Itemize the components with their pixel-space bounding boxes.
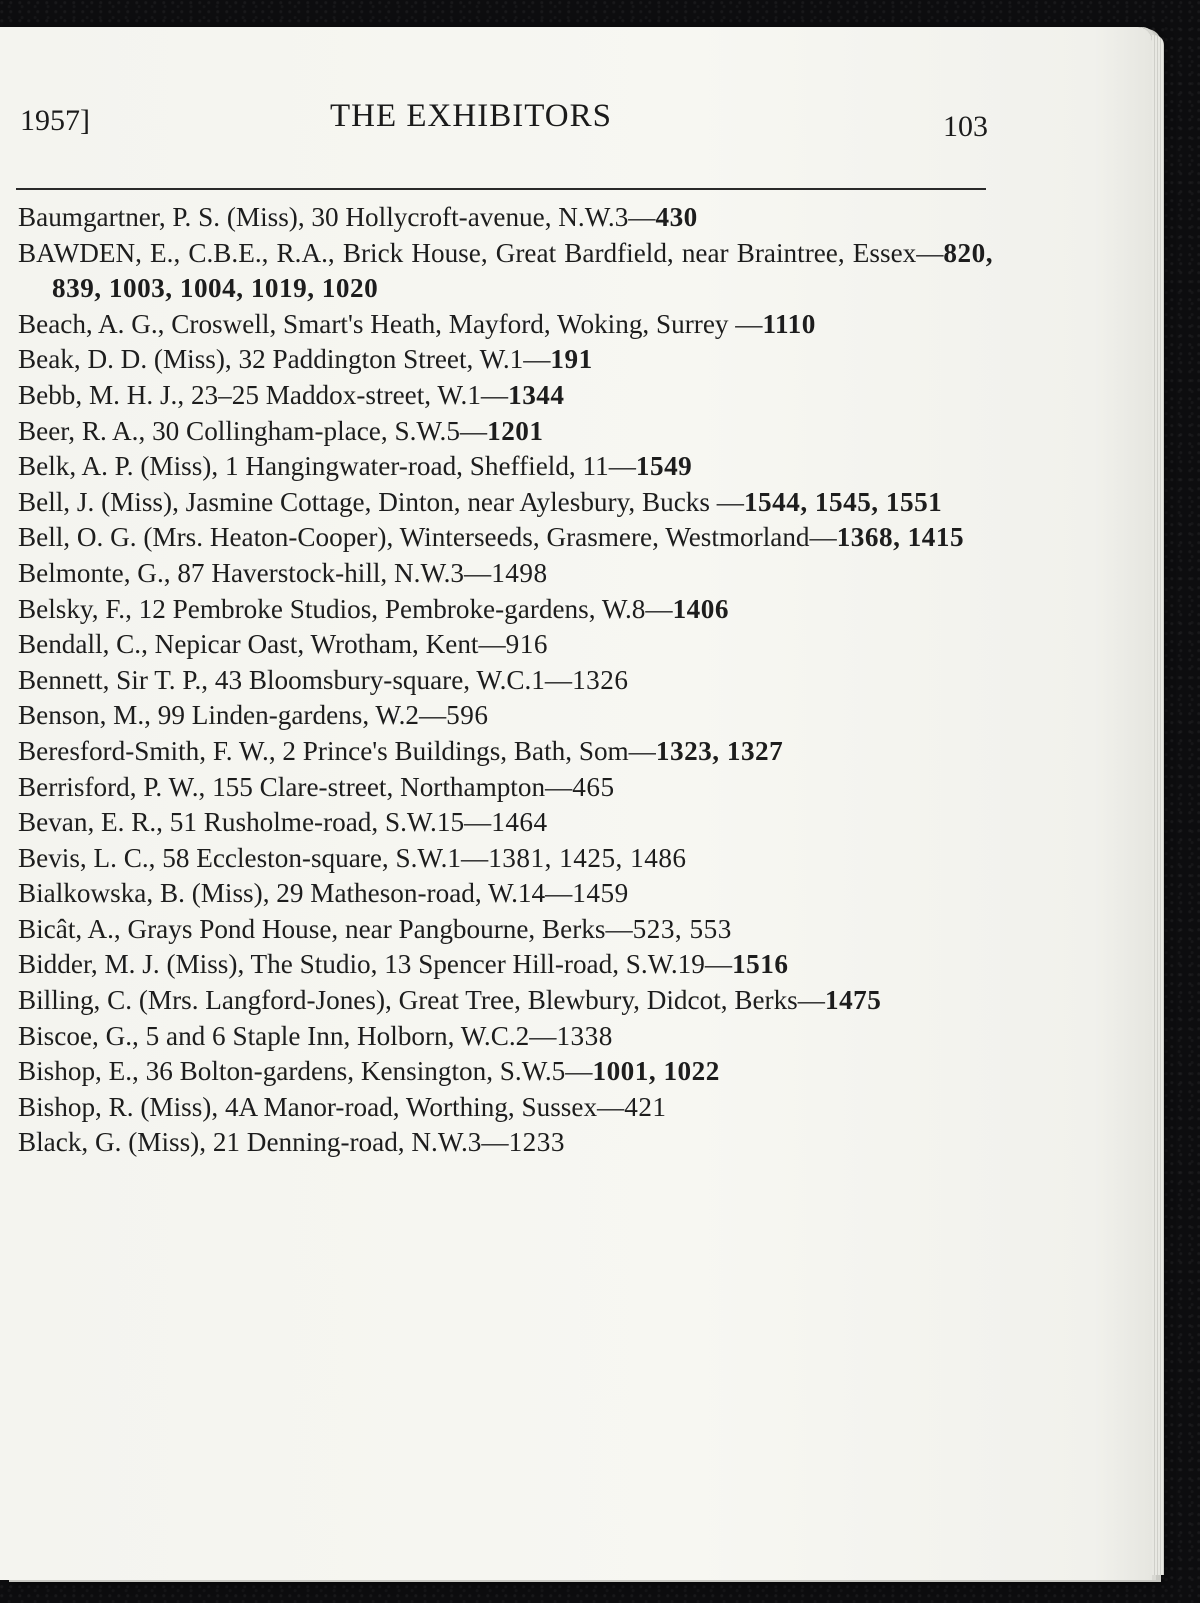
catalogue-numbers: 1498 [491, 557, 548, 588]
header-year: 1957] [20, 104, 90, 137]
entry-text: Bicât, A., Grays Pond House, near Pangbourne, Berks— [18, 913, 633, 944]
exhibitor-list [18, 200, 993, 1161]
entry-text: Bevan, E. R., 51 Rusholme-road, S.W.15— [18, 807, 492, 838]
running-header [20, 98, 988, 148]
catalogue-numbers: 1368, 1415 [836, 522, 965, 553]
list-item [18, 734, 993, 770]
list-item [18, 236, 993, 307]
catalogue-numbers: 1338 [556, 1020, 613, 1051]
page-number: 103 [943, 110, 988, 143]
catalogue-numbers: 1544, 1545, 1551 [743, 486, 943, 517]
list-item [18, 876, 993, 912]
catalogue-numbers: 1406 [672, 593, 729, 624]
catalogue-numbers: 1459 [572, 878, 629, 909]
list-item [18, 485, 993, 521]
entry-text: Bell, O. G. (Mrs. Heaton-Cooper), Winterseeds, Grasmere, Westmorland— [18, 522, 837, 553]
catalogue-numbers: 1344 [508, 379, 565, 410]
page-edge [1152, 35, 1164, 1575]
entry-text: Bishop, E., 36 Bolton-gardens, Kensington, S.W.5— [18, 1056, 593, 1087]
list-item [18, 556, 993, 592]
entry-text: Black, G. (Miss), 21 Denning-road, N.W.3— [18, 1127, 509, 1158]
catalogue-numbers: 1549 [635, 451, 693, 482]
entry-text: Belk, A. P. (Miss), 1 Hangingwater-road, Sheffield, 11— [18, 451, 636, 482]
catalogue-numbers: 1326 [572, 664, 629, 695]
entry-text: Bebb, M. H. J., 23–25 Maddox-street, W.1— [18, 379, 509, 410]
list-item [18, 449, 993, 485]
catalogue-numbers: 820, 839, 1003, 1004, 1019, 1020 [52, 237, 993, 304]
list-item [18, 1125, 993, 1161]
catalogue-numbers: 1381, 1425, 1486 [488, 842, 687, 873]
list-item [18, 307, 993, 343]
list-item [18, 947, 993, 983]
list-item [18, 983, 993, 1019]
list-item [18, 414, 993, 450]
list-item [18, 1054, 993, 1090]
entry-text: Bennett, Sir T. P., 43 Bloomsbury-square, W.C.1— [18, 664, 573, 695]
entry-text: BAWDEN, E., C.B.E., R.A., Brick House, Great Bardfield, near Braintree, Essex— [18, 237, 944, 268]
catalogue-numbers: 1464 [491, 807, 548, 838]
catalogue-numbers: 465 [572, 771, 615, 802]
list-item [18, 200, 993, 236]
header-rule [16, 188, 986, 190]
catalogue-numbers: 1001, 1022 [592, 1056, 720, 1087]
catalogue-numbers: 1516 [732, 949, 789, 980]
catalogue-numbers: 1475 [824, 985, 882, 1016]
entry-text: Bishop, R. (Miss), 4A Manor-road, Worthing, Sussex— [18, 1091, 625, 1122]
entry-text: Beach, A. G., Croswell, Smart's Heath, Mayford, Woking, Surrey — [18, 308, 763, 339]
entry-text: Baumgartner, P. S. (Miss), 30 Hollycroft-avenue, N.W.3— [18, 202, 656, 232]
catalogue-numbers: 1233 [508, 1127, 565, 1158]
catalogue-numbers: 523, 553 [632, 913, 732, 944]
catalogue-numbers: 421 [624, 1091, 667, 1122]
list-item [18, 805, 993, 841]
catalogue-numbers: 191 [550, 344, 593, 375]
list-item [18, 1019, 993, 1055]
list-item [18, 627, 993, 663]
entry-text: Bell, J. (Miss), Jasmine Cottage, Dinton, near Aylesbury, Bucks — [18, 486, 744, 517]
entry-text: Bendall, C., Nepicar Oast, Wrotham, Kent— [18, 629, 506, 660]
catalogue-numbers: 1110 [762, 308, 816, 339]
list-item [18, 912, 993, 948]
catalogue-numbers: 1201 [487, 415, 544, 446]
list-item [18, 520, 993, 556]
page-title: THE EXHIBITORS [330, 98, 612, 134]
list-item [18, 1090, 993, 1126]
catalogue-numbers: 430 [655, 202, 698, 232]
list-item [18, 342, 993, 378]
list-item [18, 698, 993, 734]
entry-text: Berrisford, P. W., 155 Clare-street, Northampton— [18, 771, 573, 802]
entry-text: Bevis, L. C., 58 Eccleston-square, S.W.1— [18, 842, 489, 873]
list-item [18, 663, 993, 699]
entry-text: Bialkowska, B. (Miss), 29 Matheson-road, W.14— [18, 878, 573, 909]
list-item [18, 378, 993, 414]
entry-text: Beer, R. A., 30 Collingham-place, S.W.5— [18, 415, 488, 446]
entry-text: Biscoe, G., 5 and 6 Staple Inn, Holborn, W.C.2— [18, 1020, 557, 1051]
entry-text: Billing, C. (Mrs. Langford-Jones), Great Tree, Blewbury, Didcot, Berks— [18, 985, 825, 1016]
list-item [18, 841, 993, 877]
entry-text: Beresford-Smith, F. W., 2 Prince's Buildings, Bath, Som— [18, 735, 656, 766]
entry-text: Belsky, F., 12 Pembroke Studios, Pembroke-gardens, W.8— [18, 593, 673, 624]
list-item [18, 770, 993, 806]
catalogue-numbers: 596 [446, 700, 489, 731]
catalogue-numbers: 916 [505, 629, 548, 660]
entry-text: Benson, M., 99 Linden-gardens, W.2— [18, 700, 447, 731]
catalogue-numbers: 1323, 1327 [655, 735, 784, 766]
entry-text: Beak, D. D. (Miss), 32 Paddington Street, W.1— [18, 344, 551, 375]
entry-text: Bidder, M. J. (Miss), The Studio, 13 Spencer Hill-road, S.W.19— [18, 949, 733, 980]
entry-text: Belmonte, G., 87 Haverstock-hill, N.W.3— [18, 557, 492, 588]
list-item [18, 592, 993, 628]
